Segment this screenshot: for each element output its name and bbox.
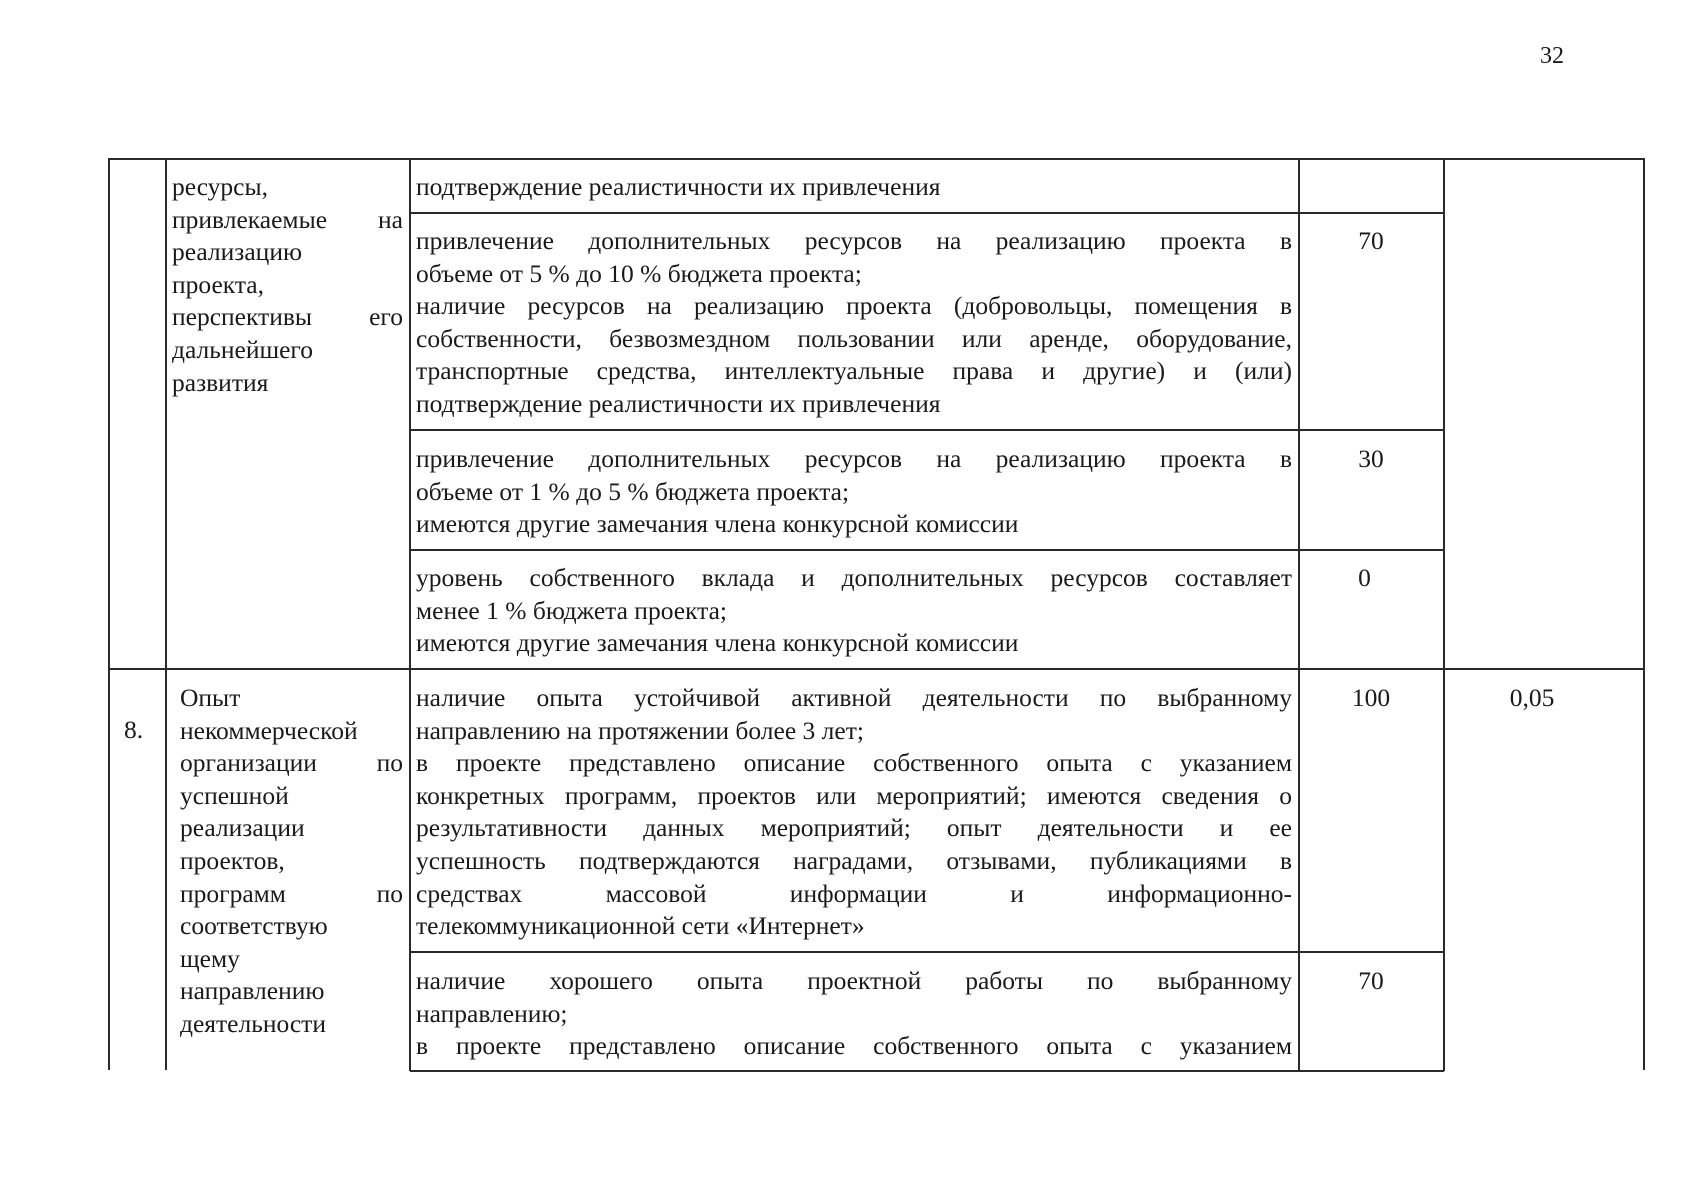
criterion-line: проектов, (180, 845, 285, 875)
criterion-line: успешной (180, 780, 289, 810)
column-divider (1298, 158, 1300, 1071)
table-border-right (1643, 158, 1645, 1070)
criterion-cell (172, 171, 403, 399)
option-line: объеме от 1 % до 5 % бюджета проекта; (416, 476, 850, 506)
option-line: результативности данных мероприятий; опыт деятельности и ее (416, 813, 1292, 843)
option-line: в проекте представлено описание собственного опыта с указанием (416, 1031, 1292, 1061)
column-divider (409, 158, 411, 1071)
score-value: 0 (1358, 563, 1371, 592)
criterion-line: соответствую (180, 911, 328, 941)
criterion-cell (180, 682, 403, 1041)
row-divider (410, 212, 1444, 214)
criterion-line: дальнейшего (172, 334, 314, 364)
criterion-line: перспективы его (172, 302, 403, 332)
option-line: имеются другие замечания члена конкурсной комиссии (416, 628, 1019, 658)
score-value: 100 (1351, 683, 1391, 712)
score-value: 30 (1358, 444, 1384, 473)
criterion-line: ресурсы, (172, 172, 269, 201)
column-divider (1443, 158, 1445, 1071)
page-number: 32 (1540, 43, 1564, 69)
option-line: транспортные средства, интеллектуальные права и другие) и (или) (416, 356, 1292, 386)
column-divider (165, 158, 167, 1070)
option-text (416, 225, 1292, 421)
option-line: наличие опыта устойчивой активной деятельности по выбранному (416, 683, 1292, 712)
option-line: средствах массовой информации и информационно- (416, 878, 1292, 908)
option-line: конкретных программ, проектов или мероприятий; имеются сведения о (416, 780, 1292, 810)
weight-value: 0,05 (1509, 683, 1555, 712)
option-line: в проекте представлено описание собственного опыта с указанием (416, 748, 1292, 778)
criterion-line: некоммерческой (180, 715, 358, 745)
option-line: наличие ресурсов на реализацию проекта (добровольцы, помещения в (416, 291, 1292, 321)
table-border-top (108, 158, 1643, 160)
option-text (416, 171, 1292, 204)
option-line: уровень собственного вклада и дополнительных ресурсов составляет (416, 563, 1292, 592)
option-line: собственности, безвозмездном пользовании или аренде, оборудование, (416, 323, 1292, 353)
option-text (416, 562, 1292, 660)
option-text (416, 443, 1292, 541)
row-divider (410, 549, 1444, 551)
option-line: привлечение дополнительных ресурсов на реализацию проекта в (416, 226, 1292, 255)
option-line: успешность подтверждаются наградами, отзывами, публикациями в (416, 845, 1292, 875)
option-line: подтверждение реалистичности их привлечения (416, 172, 941, 201)
criterion-line: щему (180, 943, 240, 973)
table-border-left (108, 158, 110, 1070)
option-line: подтверждение реалистичности их привлечения (416, 388, 941, 418)
option-line: направлению; (416, 998, 568, 1028)
option-line: наличие хорошего опыта проектной работы по выбранному (416, 966, 1292, 995)
option-line: привлечение дополнительных ресурсов на реализацию проекта в (416, 444, 1292, 473)
option-line: объеме от 5 % до 10 % бюджета проекта; (416, 258, 862, 288)
criterion-line: развития (172, 367, 269, 397)
option-text (416, 682, 1292, 943)
criterion-line: реализации (180, 813, 305, 843)
criterion-line: деятельности (180, 1008, 326, 1038)
criterion-line: реализацию (172, 237, 303, 267)
option-text (416, 965, 1292, 1063)
option-line: телекоммуникационной сети «Интернет» (416, 911, 865, 941)
option-line: менее 1 % бюджета проекта; (416, 595, 727, 625)
row-divider (410, 951, 1444, 953)
criterion-line: организации по (180, 748, 403, 778)
option-line: направлению на протяжении более 3 лет; (416, 715, 864, 745)
score-value: 70 (1358, 966, 1384, 995)
row-number: 8. (124, 715, 144, 744)
score-value: 70 (1358, 226, 1384, 255)
criterion-line: направлению (180, 976, 325, 1006)
criterion-line: программ по (180, 878, 403, 908)
row-divider (410, 429, 1444, 431)
criterion-line: привлекаемые на (172, 204, 403, 234)
criterion-line: Опыт (180, 683, 241, 712)
row-divider (108, 668, 1643, 670)
criterion-line: проекта, (172, 269, 264, 299)
option-line: имеются другие замечания члена конкурсной комиссии (416, 509, 1019, 539)
table-border-bottom (410, 1070, 1444, 1072)
